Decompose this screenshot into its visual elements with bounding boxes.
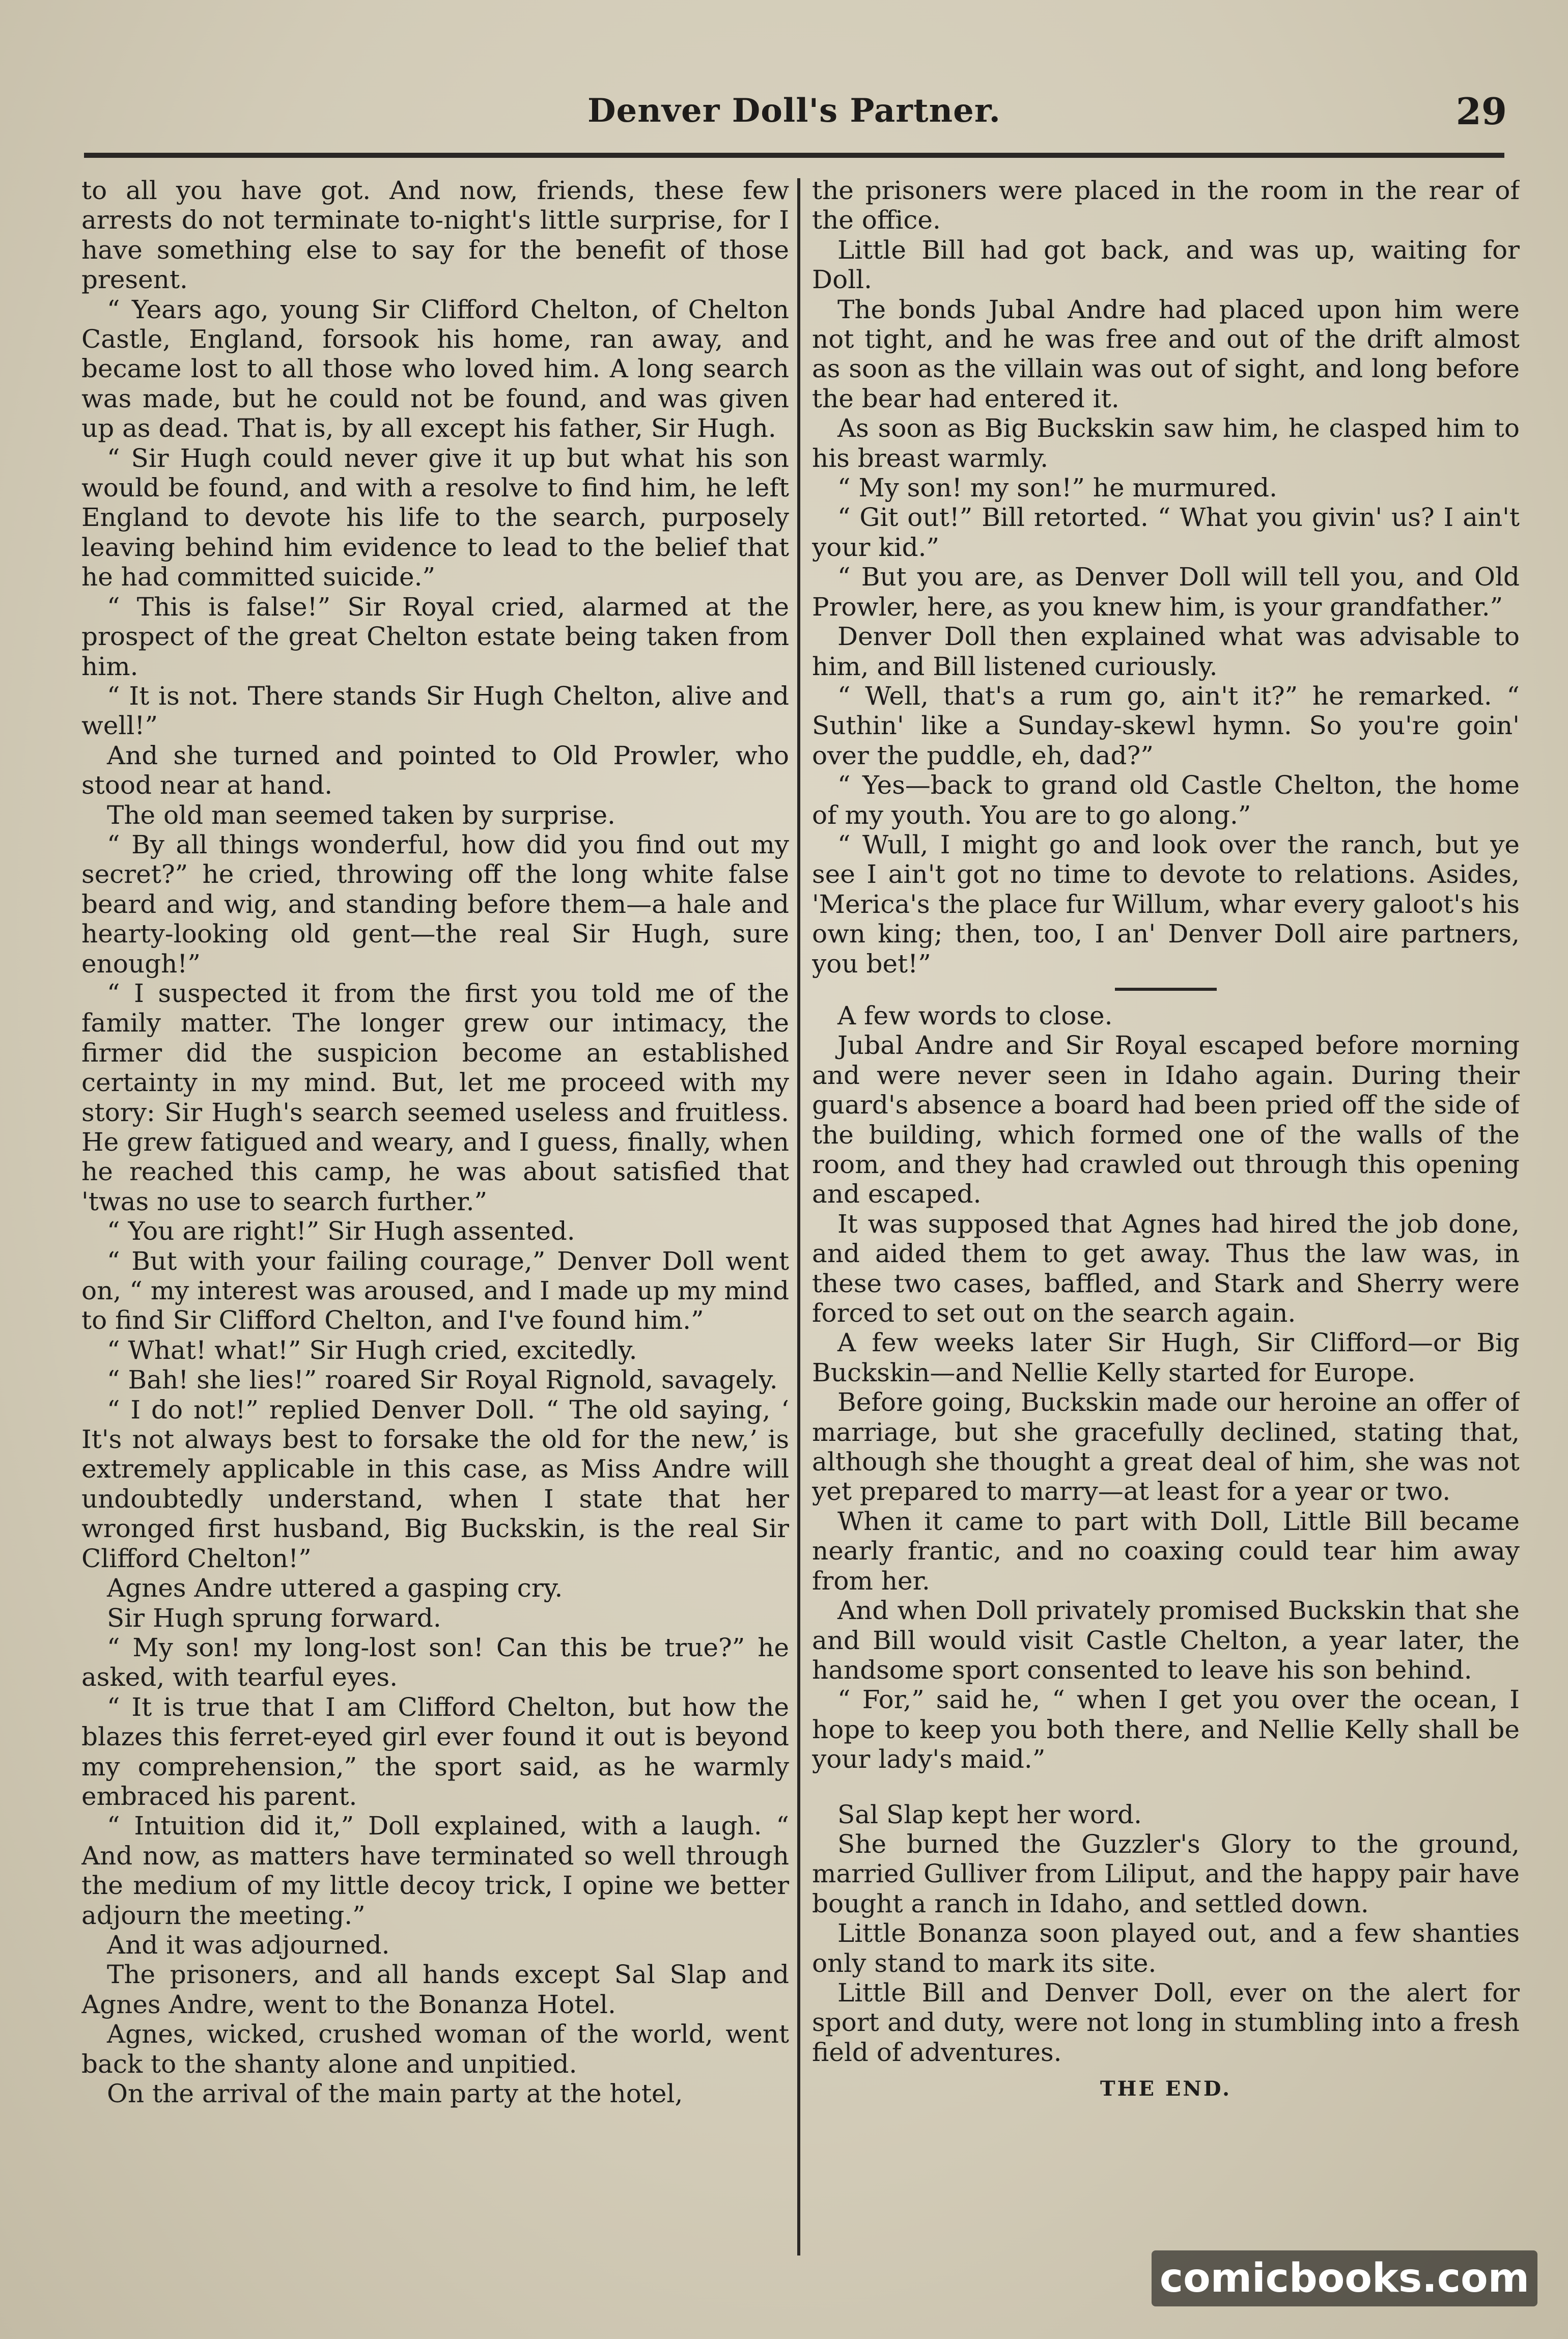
paragraph: Before going, Buckskin made our heroine an offer of marriage, but she gracefully declined, stating that, although she thought a great deal of him, she was not yet prepared to marry—at least for a year or two. <box>812 1387 1520 1507</box>
running-header <box>81 87 1507 143</box>
paragraph: Sir Hugh sprung forward. <box>107 1603 441 1633</box>
paragraph: “ But with your failing courage,” Denver Doll went on, “ my interest was aroused, and I made up my mind to find Sir Clifford Chelton, and I've found him.” <box>81 1246 789 1335</box>
right-column-section-prisoners <box>812 176 1520 979</box>
right-column <box>812 176 1520 2304</box>
paragraph: Agnes, wicked, crushed woman of the world, went back to the shanty alone and unpitied. <box>81 2019 789 2079</box>
section-gap <box>812 1774 1520 1800</box>
paragraph: “ Years ago, young Sir Clifford Chelton, of Chelton Castle, England, forsook his home, ran away, and became lost to all those who loved him. A long search was made, but he could not be found, and was given up as dead. That is, by all except his father, Sir Hugh. <box>81 294 789 443</box>
paragraph: “ But you are, as Denver Doll will tell you, and Old Prowler, here, as you knew him, is your grandfather.” <box>812 562 1520 622</box>
paragraph: The prisoners, and all hands except Sal Slap and Agnes Andre, went to the Bonanza Hotel. <box>81 1960 789 2019</box>
the-end-label: THE END. <box>1100 2077 1232 2101</box>
paragraph: “ It is not. There stands Sir Hugh Chelton, alive and well!” <box>81 681 789 741</box>
paragraph: “ This is false!” Sir Royal cried, alarmed at the prospect of the great Chelton estate being taken from him. <box>81 592 789 681</box>
paragraph: to all you have got. And now, friends, these few arrests do not terminate to-night's little surprise, for I have something else to say for the benefit of those present. <box>81 176 789 295</box>
paragraph: “ Well, that's a rum go, ain't it?” he remarked. “ Suthin' like a Sunday-skewl hymn. So you're goin' over the puddle, eh, dad?” <box>812 681 1520 770</box>
paragraph: As soon as Big Buckskin saw him, he clasped him to his breast warmly. <box>812 413 1520 473</box>
paragraph: “ It is true that I am Clifford Chelton, but how the blazes this ferret-eyed girl ever found it out is beyond my comprehension,” the sport said, as he warmly embraced his parent. <box>81 1692 789 1811</box>
paragraph: “ Yes—back to grand old Castle Chelton, the home of my youth. You are to go along.” <box>812 770 1520 830</box>
paragraph: Agnes Andre uttered a gasping cry. <box>107 1573 563 1603</box>
paragraph: Sal Slap kept her word. <box>837 1799 1142 1829</box>
paragraph: “ For,” said he, “ when I get you over the ocean, I hope to keep you both there, and Nellie Kelly shall be your lady's maid.” <box>812 1685 1520 1774</box>
paragraph: “ My son! my long-lost son! Can this be true?” he asked, with tearful eyes. <box>81 1632 789 1692</box>
running-title: Denver Doll's Partner. <box>587 92 1001 130</box>
watermark-logo: comicbooks.com <box>1152 2250 1537 2306</box>
paragraph: And it was adjourned. <box>107 1930 390 1960</box>
paragraph: A few words to close. <box>837 1000 1113 1031</box>
section-separator-rule <box>1115 988 1217 991</box>
paragraph: The old man seemed taken by surprise. <box>107 800 615 830</box>
header-rule <box>84 153 1504 158</box>
paragraph: “ I suspected it from the first you told me of the family matter. The longer grew our intimacy, the firmer did the suspicion become an established certainty in my mind. But, let me proceed with my story: Sir Hugh's search seemed useless and fruitless. He grew fatigued and weary, and I guess, finally, when he reached this camp, he was about satisfied that 'twas no use to search further.” <box>81 978 789 1216</box>
paragraph: It was supposed that Agnes had hired the job done, and aided them to get away. Thus the law was, in these two cases, baffled, and Stark and Sherry were forced to set out on the search again. <box>812 1209 1520 1328</box>
paragraph: A few weeks later Sir Hugh, Sir Clifford—or Big Buckskin—and Nellie Kelly started for Europe. <box>812 1328 1520 1387</box>
right-column-section-epilogue <box>812 1800 1520 2068</box>
paragraph: “ Bah! she lies!” roared Sir Royal Rignold, savagely. <box>107 1365 778 1395</box>
paragraph: “ What! what!” Sir Hugh cried, excitedly. <box>107 1335 637 1365</box>
paragraph: When it came to part with Doll, Little Bill became nearly frantic, and no coaxing could tear him away from her. <box>812 1506 1520 1596</box>
paragraph: “ By all things wonderful, how did you find out my secret?” he cried, throwing off the long white false beard and wig, and standing before them—a hale and hearty-looking old gent—the real Sir Hugh, sure enough!” <box>81 829 789 979</box>
paragraph: And when Doll privately promised Buckskin that she and Bill would visit Castle Chelton, a year later, the handsome sport consented to leave his son behind. <box>812 1596 1520 1685</box>
paragraph: “ Intuition did it,” Doll explained, with a laugh. “ And now, as matters have terminated so well through the medium of my little decoy trick, I opine we better adjourn the meeting.” <box>81 1811 789 1930</box>
paragraph: The bonds Jubal Andre had placed upon him were not tight, and he was free and out of the drift almost as soon as the villain was out of sight, and long before the bear had entered it. <box>812 294 1520 413</box>
paragraph: “ I do not!” replied Denver Doll. “ The old saying, ‘ It's not always best to forsake the old for the new,’ is extremely applicable in this case, as Miss Andre will undoubtedly understand, when I state that her wronged first husband, Big Buckskin, is the real Sir Clifford Chelton!” <box>81 1395 789 1573</box>
page-number: 29 <box>1455 90 1507 133</box>
paragraph: “ Wull, I might go and look over the ranch, but ye see I ain't got no time to devote to relations. Asides, 'Merica's the place fur Willum, whar every galoot's his own king; then, too, I an' Denver Doll aire partners, you bet!” <box>812 829 1520 979</box>
paragraph: Little Bonanza soon played out, and a few shanties only stand to mark its site. <box>812 1918 1520 1978</box>
paragraph: Denver Doll then explained what was advisable to him, and Bill listened curiously. <box>812 622 1520 681</box>
paragraph: On the arrival of the main party at the hotel, <box>107 2079 683 2108</box>
paragraph: “ Sir Hugh could never give it up but what his son would be found, and with a resolve to find him, he left England to devote his life to the search, purposely leaving behind him evidence to lead to the belief that he had committed suicide.” <box>81 443 789 592</box>
paragraph: the prisoners were placed in the room in the rear of the office. <box>812 176 1520 235</box>
right-column-section-closing <box>812 1001 1520 1774</box>
paragraph: Jubal Andre and Sir Royal escaped before morning and were never seen in Idaho again. During their guard's absence a board had been pried off the side of the building, which formed one of the walls of the room, and they had crawled out through this opening and escaped. <box>812 1031 1520 1209</box>
paragraph: “ You are right!” Sir Hugh assented. <box>107 1216 575 1246</box>
left-column <box>81 176 789 2304</box>
paragraph: Little Bill and Denver Doll, ever on the alert for sport and duty, were not long in stumbling into a fresh field of adventures. <box>812 1978 1520 2067</box>
paragraph: And she turned and pointed to Old Prowler, who stood near at hand. <box>81 740 789 800</box>
paragraph: “ My son! my son!” he murmured. <box>837 473 1278 503</box>
paragraph: She burned the Guzzler's Glory to the ground, married Gulliver from Liliput, and the happy pair have bought a ranch in Idaho, and settled down. <box>812 1829 1520 1918</box>
paragraph: “ Git out!” Bill retorted. “ What you givin' us? I ain't your kid.” <box>812 503 1520 562</box>
column-divider <box>797 178 800 2256</box>
paragraph: Little Bill had got back, and was up, waiting for Doll. <box>812 235 1520 295</box>
